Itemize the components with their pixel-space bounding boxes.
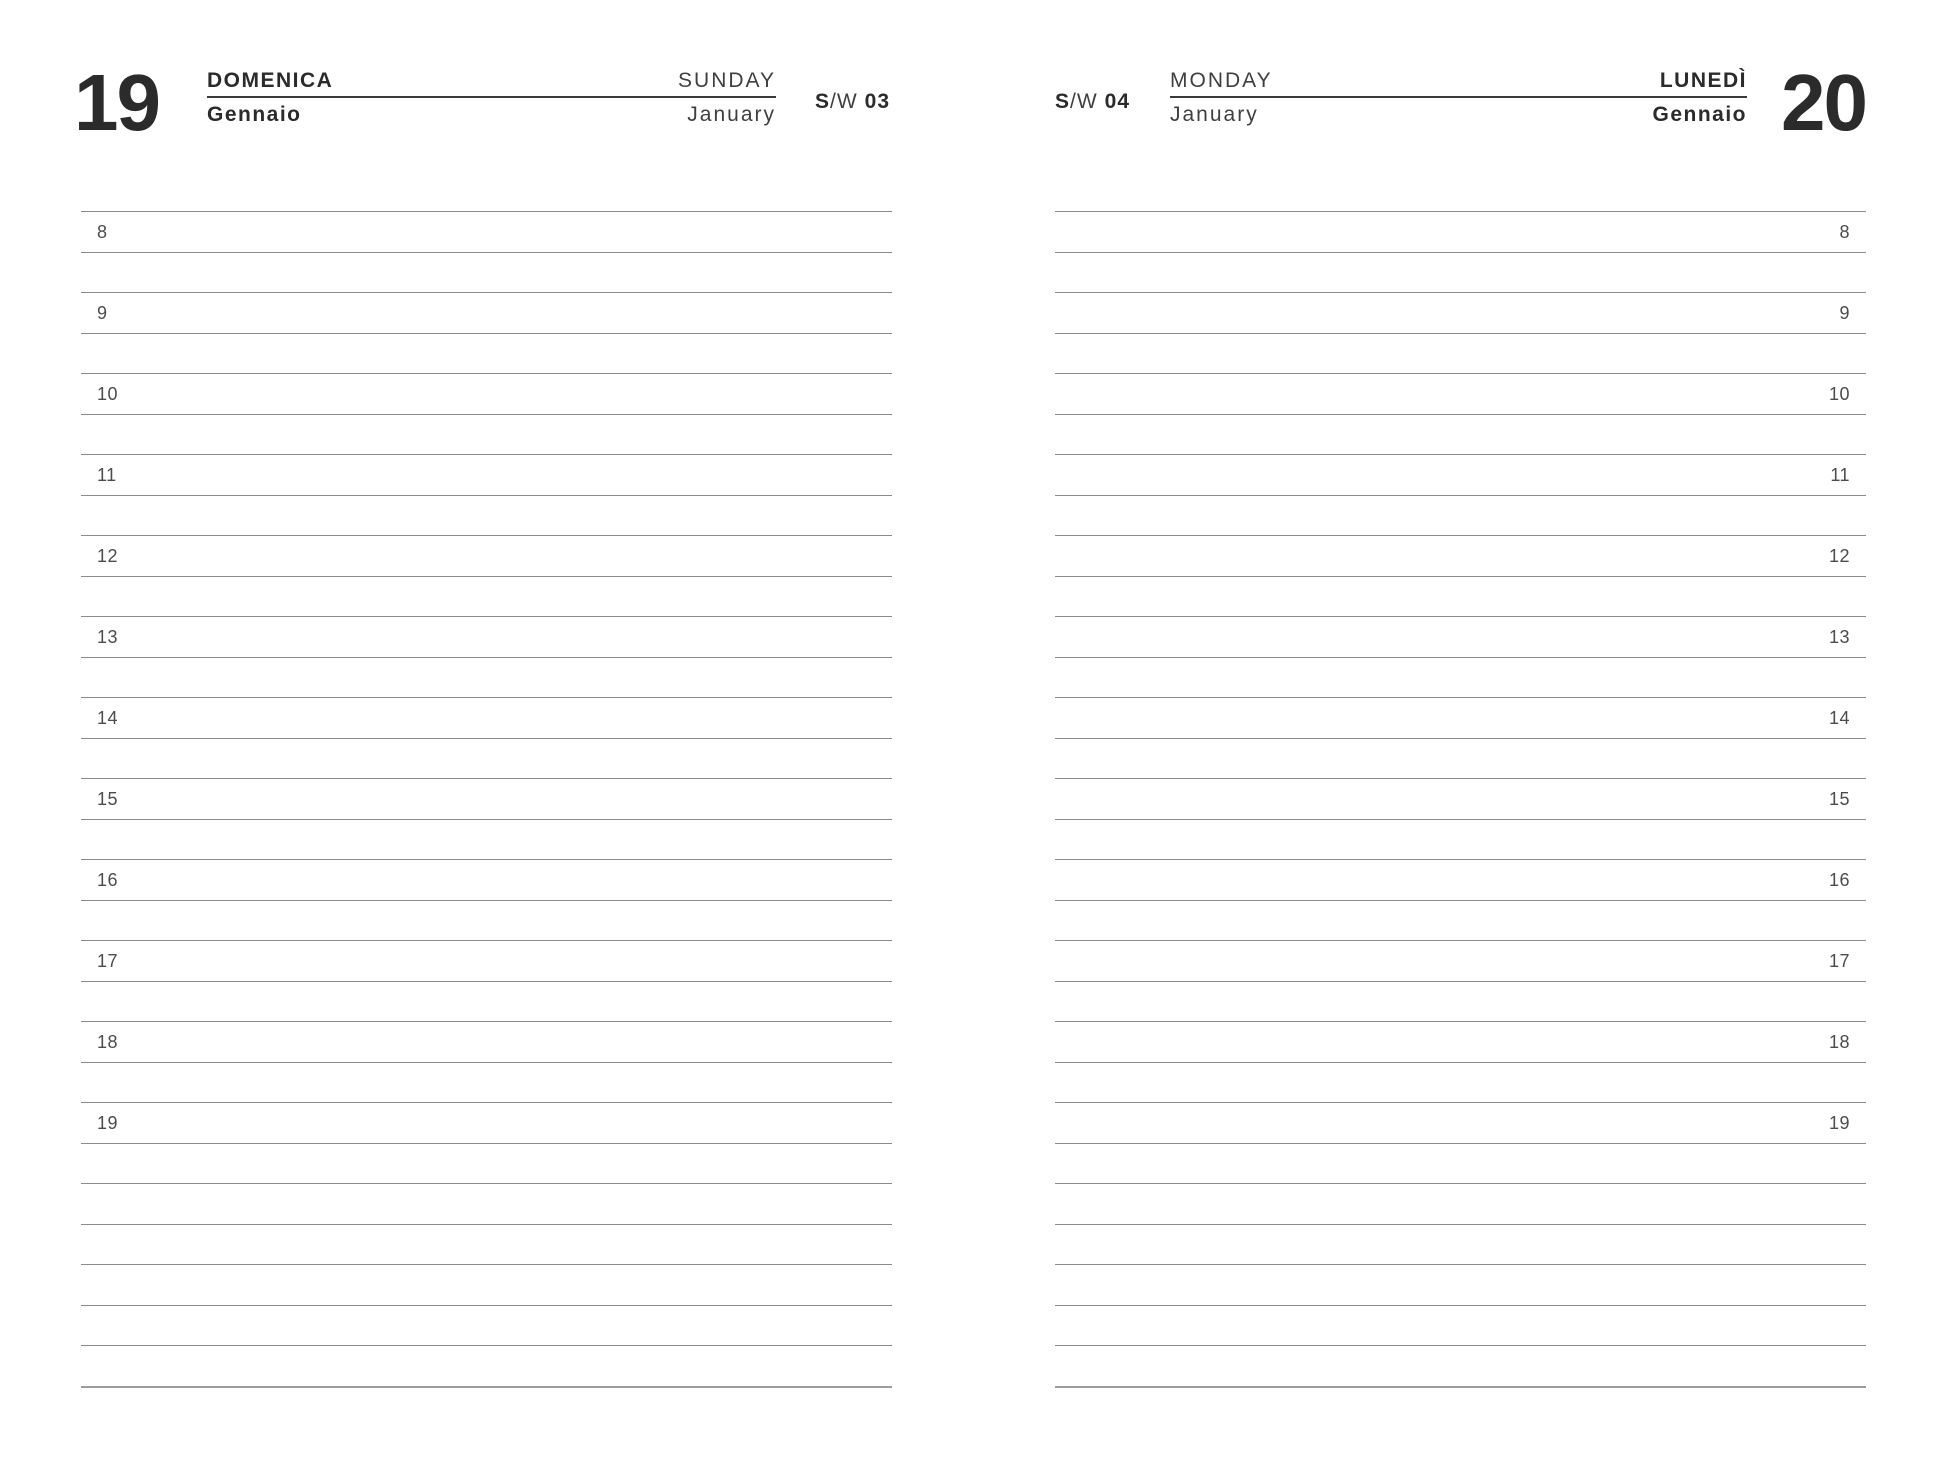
header-right xyxy=(1170,68,1747,128)
week-prefix-light-right: /W xyxy=(1070,90,1098,113)
rule-line xyxy=(81,576,892,577)
rule-line xyxy=(1055,940,1866,941)
day-name-local-right: LUNEDÌ xyxy=(1659,69,1747,92)
rule-line xyxy=(1055,738,1866,739)
rule-line xyxy=(1055,1143,1866,1144)
rule-line xyxy=(81,657,892,658)
rule-line xyxy=(1055,1021,1866,1022)
hour-label: 13 xyxy=(1828,627,1850,648)
hour-label: 8 xyxy=(97,222,108,243)
rule-line xyxy=(1055,697,1866,698)
rule-line xyxy=(1055,657,1866,658)
hour-label: 11 xyxy=(97,465,117,486)
rule-line xyxy=(1055,211,1866,212)
rule-line xyxy=(1055,1305,1866,1306)
rule-line xyxy=(1055,252,1866,253)
hour-label: 15 xyxy=(97,789,119,810)
day-name-english-left: SUNDAY xyxy=(678,69,776,92)
rule-line xyxy=(81,1102,892,1103)
rule-line xyxy=(81,1021,892,1022)
hour-label: 18 xyxy=(1828,1032,1850,1053)
month-local-left: Gennaio xyxy=(207,103,302,126)
rule-line xyxy=(1055,819,1866,820)
rule-line xyxy=(1055,1264,1866,1265)
hour-label: 12 xyxy=(97,546,119,567)
hour-label: 16 xyxy=(1828,870,1850,891)
week-prefix-bold-right: S xyxy=(1055,90,1071,113)
header-right-row2 xyxy=(1170,102,1747,128)
rule-line xyxy=(1055,495,1866,496)
rule-line xyxy=(1055,778,1866,779)
hour-label: 11 xyxy=(1830,465,1850,486)
rule-line xyxy=(1055,292,1866,293)
rule-line xyxy=(81,940,892,941)
week-label-right xyxy=(1055,88,1130,116)
hour-label: 13 xyxy=(97,627,119,648)
rule-line xyxy=(81,252,892,253)
hour-label: 17 xyxy=(97,951,119,972)
rule-line xyxy=(81,1224,892,1225)
header-left xyxy=(207,68,776,128)
rule-line xyxy=(81,535,892,536)
month-english-right: January xyxy=(1170,103,1259,126)
rule-line xyxy=(81,1305,892,1306)
rule-line xyxy=(81,616,892,617)
rule-line xyxy=(1055,414,1866,415)
rule-line xyxy=(1055,373,1866,374)
day-number-left: 19 xyxy=(74,58,159,147)
rule-line xyxy=(1055,1345,1866,1346)
ruled-area-left xyxy=(81,211,892,1393)
day-number-right: 20 xyxy=(1781,58,1866,147)
hour-label: 12 xyxy=(1828,546,1850,567)
rule-line xyxy=(81,900,892,901)
rule-line xyxy=(1055,900,1866,901)
ruled-area-right xyxy=(1055,211,1866,1393)
rule-line xyxy=(1055,1183,1866,1184)
hour-label: 9 xyxy=(97,303,108,324)
rule-line xyxy=(1055,859,1866,860)
rule-line xyxy=(1055,616,1866,617)
rule-line xyxy=(81,1062,892,1063)
hour-label: 17 xyxy=(1828,951,1850,972)
hour-label: 8 xyxy=(1839,222,1850,243)
rule-line xyxy=(81,1386,892,1389)
hour-label: 15 xyxy=(1828,789,1850,810)
rule-line xyxy=(1055,1224,1866,1225)
rule-line xyxy=(81,1345,892,1346)
rule-line xyxy=(1055,1102,1866,1103)
hour-label: 14 xyxy=(1828,708,1850,729)
week-number-right: 04 xyxy=(1104,90,1131,113)
rule-line xyxy=(1055,1386,1866,1389)
rule-line xyxy=(81,697,892,698)
rule-line xyxy=(81,495,892,496)
rule-line xyxy=(81,1183,892,1184)
rule-line xyxy=(1055,981,1866,982)
rule-line xyxy=(81,859,892,860)
week-prefix-light-left: /W xyxy=(829,90,858,113)
rule-line xyxy=(1055,333,1866,334)
rule-line xyxy=(81,1264,892,1265)
hour-label: 18 xyxy=(97,1032,119,1053)
hour-label: 9 xyxy=(1839,303,1850,324)
rule-line xyxy=(81,333,892,334)
hour-label: 14 xyxy=(97,708,119,729)
rule-line xyxy=(81,373,892,374)
hour-label: 16 xyxy=(97,870,119,891)
header-left-row1 xyxy=(207,68,776,98)
rule-line xyxy=(1055,1062,1866,1063)
hour-label: 10 xyxy=(1828,384,1850,405)
day-name-local-left: DOMENICA xyxy=(207,69,334,92)
rule-line xyxy=(1055,454,1866,455)
hour-label: 19 xyxy=(1828,1113,1850,1134)
rule-line xyxy=(81,292,892,293)
month-local-right: Gennaio xyxy=(1652,103,1747,126)
rule-line xyxy=(81,778,892,779)
hour-label: 19 xyxy=(97,1113,119,1134)
rule-line xyxy=(81,1143,892,1144)
hour-label: 10 xyxy=(97,384,119,405)
rule-line xyxy=(81,414,892,415)
rule-line xyxy=(1055,535,1866,536)
rule-line xyxy=(1055,576,1866,577)
week-label-left xyxy=(815,88,890,116)
rule-line xyxy=(81,738,892,739)
week-number-left: 03 xyxy=(864,90,890,113)
rule-line xyxy=(81,454,892,455)
day-name-english-right: MONDAY xyxy=(1170,69,1273,92)
header-right-row1 xyxy=(1170,68,1747,98)
month-english-left: January xyxy=(687,103,776,126)
rule-line xyxy=(81,981,892,982)
rule-line xyxy=(81,819,892,820)
header-left-row2 xyxy=(207,102,776,128)
rule-line xyxy=(81,211,892,212)
week-prefix-bold-left: S xyxy=(814,90,830,113)
